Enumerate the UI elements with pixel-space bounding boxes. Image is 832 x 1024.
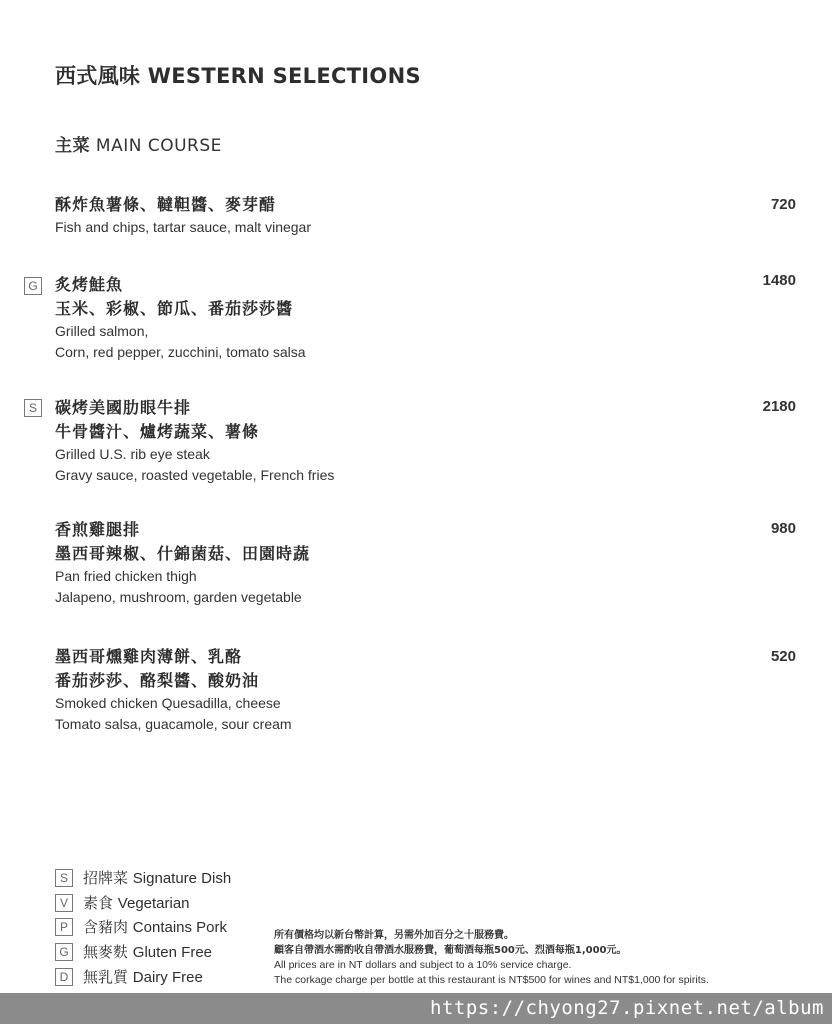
item-name-zh: 酥炸魚薯條、韃靼醬、麥芽醋 xyxy=(55,195,277,214)
legend-label-en: Dairy Free xyxy=(132,968,203,986)
item-name-en: Grilled salmon, xyxy=(55,323,149,339)
dairy-free-badge: D xyxy=(55,968,73,986)
item-sides-zh: 玉米、彩椒、節瓜、番茄莎莎醬 xyxy=(55,299,294,318)
item-name-zh: 碳烤美國肋眼牛排 xyxy=(55,398,192,417)
pork-badge: P xyxy=(55,918,73,936)
legend-label-zh: 含豬肉 xyxy=(83,918,129,937)
menu-item xyxy=(55,396,805,486)
menu-item xyxy=(55,645,805,735)
item-sides-zh: 牛骨醬汁、爐烤蔬菜、薯條 xyxy=(55,422,260,441)
legend-label-en: Signature Dish xyxy=(132,870,232,887)
course-title xyxy=(55,131,222,156)
section-title: 西式風味 WESTERN SELECTIONS xyxy=(55,64,421,88)
vegetarian-badge: V xyxy=(55,894,73,912)
item-sides-zh: 墨西哥辣椒、什錦菌菇、田園時蔬 xyxy=(55,544,311,563)
item-name-zh: 墨西哥燻雞肉薄餅、乳酪 xyxy=(55,647,243,666)
course-title-en: MAIN COURSE xyxy=(95,136,222,156)
item-sides-en: Jalapeno, mushroom, garden vegetable xyxy=(55,589,302,605)
note-corkage-en: The corkage charge per bottle at this restaurant is NT$500 for wines and NT$1,000 for spirits. xyxy=(274,974,709,986)
menu-item xyxy=(55,273,805,363)
item-price: 720 xyxy=(770,196,796,213)
signature-badge: S xyxy=(24,399,42,417)
legend-label-zh: 無麥麩 xyxy=(83,943,129,962)
course-title-zh: 主菜 xyxy=(55,136,90,156)
item-name-en: Fish and chips, tartar sauce, malt vinegar xyxy=(55,219,312,235)
legend-label-zh: 無乳質 xyxy=(83,967,129,986)
item-name-en: Grilled U.S. rib eye steak xyxy=(55,446,210,462)
item-price: 1480 xyxy=(762,272,796,289)
legend-label-zh: 素食 xyxy=(83,893,114,912)
gluten-free-badge: G xyxy=(55,943,73,961)
note-service-charge-zh: 所有價格均以新台幣計算，另需外加百分之十服務費。 xyxy=(274,930,514,941)
item-name-en: Pan fried chicken thigh xyxy=(55,568,197,584)
legend-label-en: Contains Pork xyxy=(132,919,228,937)
gluten-free-badge: G xyxy=(24,277,42,295)
legend-label-zh: 招牌菜 xyxy=(83,869,129,887)
item-name-zh: 香煎雞腿排 xyxy=(55,520,141,539)
legend-label-en: Vegetarian xyxy=(117,894,190,912)
legend-label-en: Gluten Free xyxy=(132,944,213,962)
item-price: 980 xyxy=(770,520,796,537)
item-price: 520 xyxy=(770,648,796,665)
menu-item xyxy=(55,193,805,238)
item-sides-zh: 番茄莎莎、酪梨醬、酸奶油 xyxy=(55,671,260,690)
menu-item xyxy=(55,518,805,608)
item-name-zh: 炙烤鮭魚 xyxy=(55,275,124,294)
item-name-en: Smoked chicken Quesadilla, cheese xyxy=(55,695,281,711)
watermark-url: https://chyong27.pixnet.net/album xyxy=(0,993,832,1024)
item-price: 2180 xyxy=(762,398,796,415)
item-sides-en: Gravy sauce, roasted vegetable, French fries xyxy=(55,467,335,483)
note-corkage-zh: 顧客自帶酒水需酌收自帶酒水服務費，葡萄酒每瓶500元、烈酒每瓶1,000元。 xyxy=(274,945,627,956)
pricing-notes xyxy=(274,928,709,988)
item-sides-en: Corn, red pepper, zucchini, tomato salsa xyxy=(55,344,306,360)
item-sides-en: Tomato salsa, guacamole, sour cream xyxy=(55,716,292,732)
note-service-charge-en: All prices are in NT dollars and subject to a 10% service charge. xyxy=(274,959,572,971)
signature-badge: S xyxy=(55,869,73,887)
